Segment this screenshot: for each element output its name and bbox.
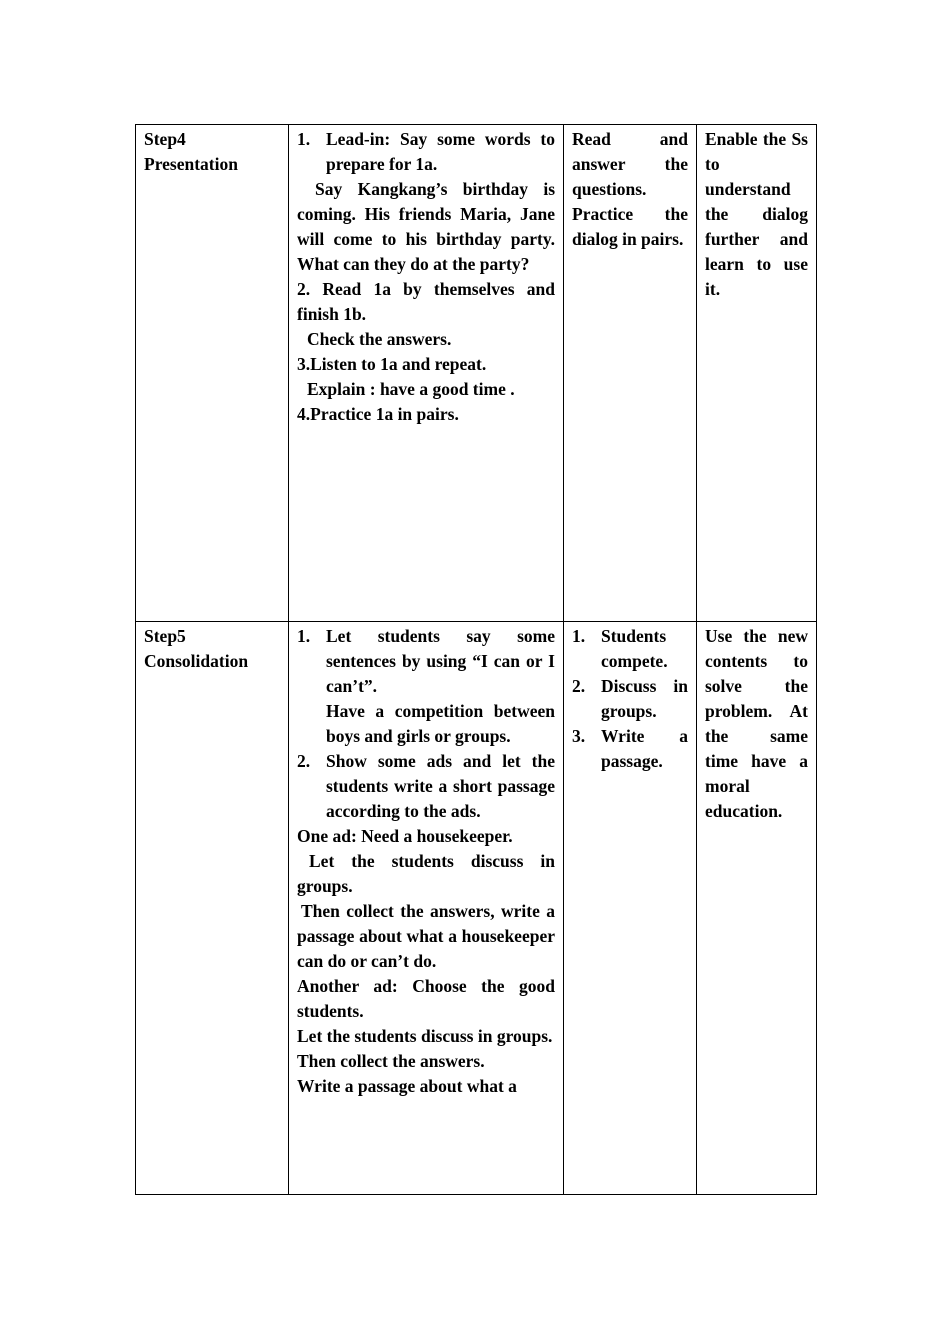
list-item-text: Show some ads and let the students write a short passage according to the ads.	[326, 751, 555, 821]
paragraph: Write a passage about what a	[297, 1076, 517, 1096]
list-item	[572, 624, 688, 674]
lesson-plan-table	[135, 124, 817, 1195]
paragraph: Another ad: Choose the good students.	[297, 976, 555, 1021]
activity-list	[297, 127, 555, 177]
purpose-text: Use the new contents to solve the problem. At the same time have a moral education.	[705, 626, 808, 821]
stage-label: Consolidation	[144, 651, 249, 671]
student-activity-text: Read and answer the questions. Practice the dialog in pairs.	[572, 129, 688, 249]
list-number: 1.	[297, 626, 311, 646]
purpose-cell	[697, 125, 817, 622]
list-item-text: Lead-in: Say some words to prepare for 1a.	[326, 129, 555, 174]
student-activity-cell	[564, 622, 697, 1195]
list-item-text: Discuss in groups.	[601, 676, 688, 721]
paragraph: Explain : have a good time .	[307, 379, 515, 399]
student-activity-list	[572, 624, 688, 774]
paragraph: Check the answers.	[307, 329, 452, 349]
table-row	[136, 125, 817, 622]
paragraph: 3.Listen to 1a and repeat.	[297, 354, 487, 374]
activity-list	[297, 749, 555, 824]
step-label: Step4	[144, 129, 186, 149]
list-number: 3.	[572, 726, 586, 746]
teacher-activity-cell	[289, 125, 564, 622]
activity-list	[297, 624, 555, 699]
list-item	[572, 674, 688, 724]
list-item	[297, 624, 555, 699]
paragraph: One ad: Need a housekeeper.	[297, 826, 513, 846]
list-item-text: Write a passage.	[601, 726, 688, 771]
purpose-cell	[697, 622, 817, 1195]
paragraph: 4.Practice 1a in pairs.	[297, 404, 459, 424]
list-item-text: Let students say some sentences by using “I can or I can’t”.	[326, 626, 555, 696]
paragraph: Then collect the answers, write a passage about what a housekeeper can do or can’t do.	[297, 901, 555, 971]
stage-label: Presentation	[144, 154, 238, 174]
step-cell	[136, 622, 289, 1195]
list-number: 1.	[297, 129, 311, 149]
purpose-text: Enable the Ss to understand the dialog further and learn to use it.	[705, 129, 808, 299]
list-number: 2.	[572, 676, 586, 696]
paragraph: Let the students discuss in groups.	[297, 1026, 553, 1046]
paragraph: Let the students discuss in groups.	[297, 851, 555, 896]
paragraph: Say Kangkang’s birthday is coming. His friends Maria, Jane will come to his birthday party. What can they do at the party?	[297, 179, 555, 274]
paragraph: Then collect the answers.	[297, 1051, 485, 1071]
step-cell	[136, 125, 289, 622]
list-item	[297, 127, 555, 177]
list-item	[297, 749, 555, 824]
table-row	[136, 622, 817, 1195]
list-number: 1.	[572, 626, 586, 646]
teacher-activity-cell	[289, 622, 564, 1195]
list-number: 2.	[297, 751, 311, 771]
paragraph: 2. Read 1a by themselves and finish 1b.	[297, 279, 555, 324]
list-item	[572, 724, 688, 774]
step-label: Step5	[144, 626, 186, 646]
paragraph: Have a competition between boys and girls or groups.	[326, 701, 555, 746]
list-item-text: Students compete.	[601, 626, 668, 671]
student-activity-cell	[564, 125, 697, 622]
